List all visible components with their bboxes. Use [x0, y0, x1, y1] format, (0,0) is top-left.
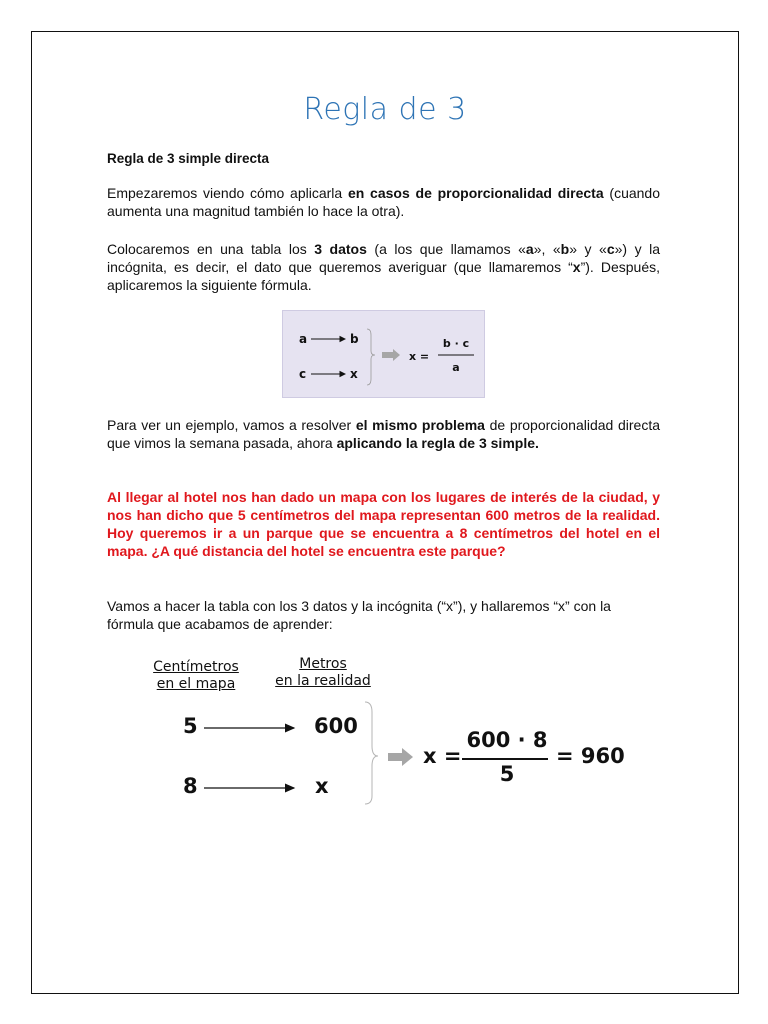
formula-a: a — [299, 332, 308, 346]
p2-bold-5: x — [572, 259, 581, 275]
formula-diagram — [283, 311, 486, 399]
p2-bold-1: 3 datos — [314, 241, 367, 257]
col1-line1: Centímetros — [153, 659, 239, 675]
p1-text-2: (cuando aumenta una magnitud también lo hace la otra). — [107, 185, 660, 219]
p2-text-2: (a los que llamamos « — [366, 241, 526, 257]
p3-bold-1: el mismo problema — [355, 417, 485, 433]
paragraph-intro — [107, 184, 660, 220]
p2-bold-3: b — [560, 241, 570, 257]
col-head-centimetros — [144, 659, 248, 693]
formula-b: b — [350, 332, 359, 346]
p2-text-6: ”). Después, aplicaremos la siguiente fórmula. — [107, 259, 660, 293]
col2-line1: Metros — [299, 656, 347, 672]
paragraph-tabla: Vamos a hacer la tabla con los 3 datos y la incógnita (“x”), y hallaremos “x” con la fórmula que acabamos de aprender: — [107, 598, 611, 632]
p1-text-1: Empezaremos viendo cómo aplicarla — [107, 185, 348, 201]
p3-text-2: de proporcionalidad directa que vimos la semana pasada, ahora — [107, 417, 660, 451]
p2-bold-2: a — [525, 241, 534, 257]
p2-bold-4: c — [606, 241, 615, 257]
formula-numerator: b · c — [442, 337, 470, 350]
formula-x: x — [350, 367, 358, 381]
section-subtitle: Regla de 3 simple directa — [107, 151, 270, 166]
formula-c: c — [299, 367, 307, 381]
example-numerator: 600 · 8 — [466, 728, 548, 752]
formula-box — [282, 310, 485, 398]
p3-bold-2: aplicando la regla de 3 simple. — [336, 435, 539, 451]
document-page — [31, 31, 739, 994]
formula-lhs: x = — [409, 350, 430, 363]
example-brace — [365, 702, 378, 804]
page-title: Regla de 3 — [303, 92, 467, 127]
example-result: = 960 — [556, 744, 625, 768]
formula-denominator: a — [452, 361, 460, 374]
problem-statement: Al llegar al hotel nos han dado un mapa con los lugares de interés de la ciudad, y nos han dicho que 5 centímetros del mapa representan 600 metros de la realidad. Hoy queremos ir a un parque que se encuentra a 8 centímetros del hotel en el mapa. ¿A qué distancia del hotel se encuentra este parque? — [107, 489, 660, 559]
p2-text-4: » y « — [569, 241, 607, 257]
p2-text-1: Colocaremos en una tabla los — [107, 241, 315, 257]
row2-right-value: x — [315, 774, 329, 798]
row1-left-value: 5 — [183, 714, 198, 738]
p1-bold-1: en casos de proporcionalidad directa — [347, 185, 604, 201]
p2-text-3: », « — [533, 241, 561, 257]
paragraph-ejemplo — [107, 416, 660, 452]
formula-gray-arrow — [382, 349, 400, 361]
example-denominator: 5 — [499, 762, 515, 786]
example-gray-arrow — [388, 748, 413, 766]
formula-brace — [367, 329, 375, 385]
example-lhs: x = — [423, 744, 462, 768]
row2-left-value: 8 — [183, 774, 198, 798]
paragraph-datos — [107, 240, 660, 294]
col1-line2: en el mapa — [156, 676, 236, 692]
row1-right-value: 600 — [314, 714, 358, 738]
col-head-metros — [268, 656, 378, 690]
col2-line2: en la realidad — [275, 673, 371, 689]
p3-text-1: Para ver un ejemplo, vamos a resolver — [107, 417, 356, 433]
p2-text-5: ») y la incógnita, es decir, el dato que queremos averiguar (que llamaremos “ — [107, 241, 661, 275]
